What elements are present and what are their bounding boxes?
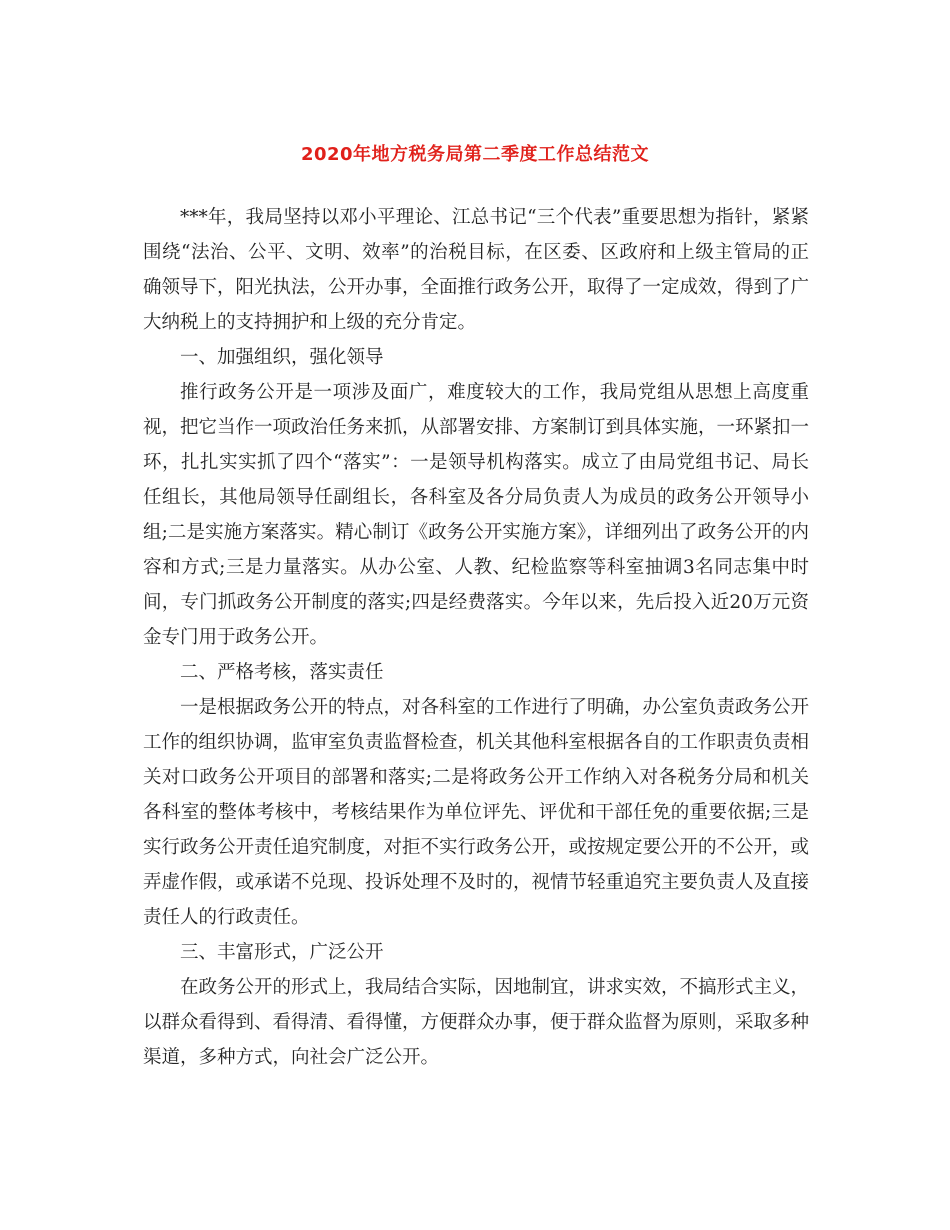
section-heading-1: 一、加强组织，强化领导 bbox=[180, 347, 384, 368]
section-heading-3: 三、丰富形式，广泛公开 bbox=[180, 942, 384, 963]
document-title: 2020年地方税务局第二季度工作总结范文 bbox=[300, 144, 650, 165]
section-1-paragraph: 推行政务公开是一项涉及面广，难度较大的工作，我局党组从思想上高度重视，把它当作一项政治任务来抓，从部署安排、方案制订到具体实施，一环紧扣一环，扎扎实实抓了四个“落实”：一是领导机构落实。成立了由局党组书记、局长任组长，其他局领导任副组长，各科室及各分局负责人为成员的政务公开领导小组;二是实施方案落实。精心制订《政务公开实施方案》，详细列出了政务公开的内容和方式;三是力量落实。从办公室、人教、纪检监察等科室抽调3名同志集中时间，专门抓政务公开制度的落实;四是经费落实。今年以来，先后投入近20万元资金专门用于政务公开。 bbox=[143, 382, 810, 648]
document-body bbox=[143, 200, 809, 1075]
section-2-paragraph: 一是根据政务公开的特点，对各科室的工作进行了明确，办公室负责政务公开工作的组织协调，监审室负责监督检查，机关其他科室根据各自的工作职责负责相关对口政务公开项目的部署和落实;二是将政务公开工作纳入对各税务分局和机关各科室的整体考核中，考核结果作为单位评先、评优和干部任免的重要依据;三是实行政务公开责任追究制度，对拒不实行政务公开，或按规定要公开的不公开，或弄虚作假，或承诺不兑现、投诉处理不及时的，视情节轻重追究主要负责人及直接责任人的行政责任。 bbox=[143, 697, 810, 928]
section-heading-2: 二、严格考核，落实责任 bbox=[180, 662, 384, 683]
intro-paragraph: ***年，我局坚持以邓小平理论、江总书记“三个代表”重要思想为指针，紧紧围绕“法治、公平、文明、效率”的治税目标，在区委、区政府和上级主管局的正确领导下，阳光执法，公开办事，全面推行政务公开，取得了一定成效，得到了广大纳税上的支持拥护和上级的充分肯定。 bbox=[143, 207, 810, 333]
section-3-paragraph: 在政务公开的形式上，我局结合实际，因地制宜，讲求实效，不搞形式主义，以群众看得到、看得清、看得懂，方便群众办事，便于群众监督为原则，采取多种渠道，多种方式，向社会广泛公开。 bbox=[143, 977, 810, 1068]
